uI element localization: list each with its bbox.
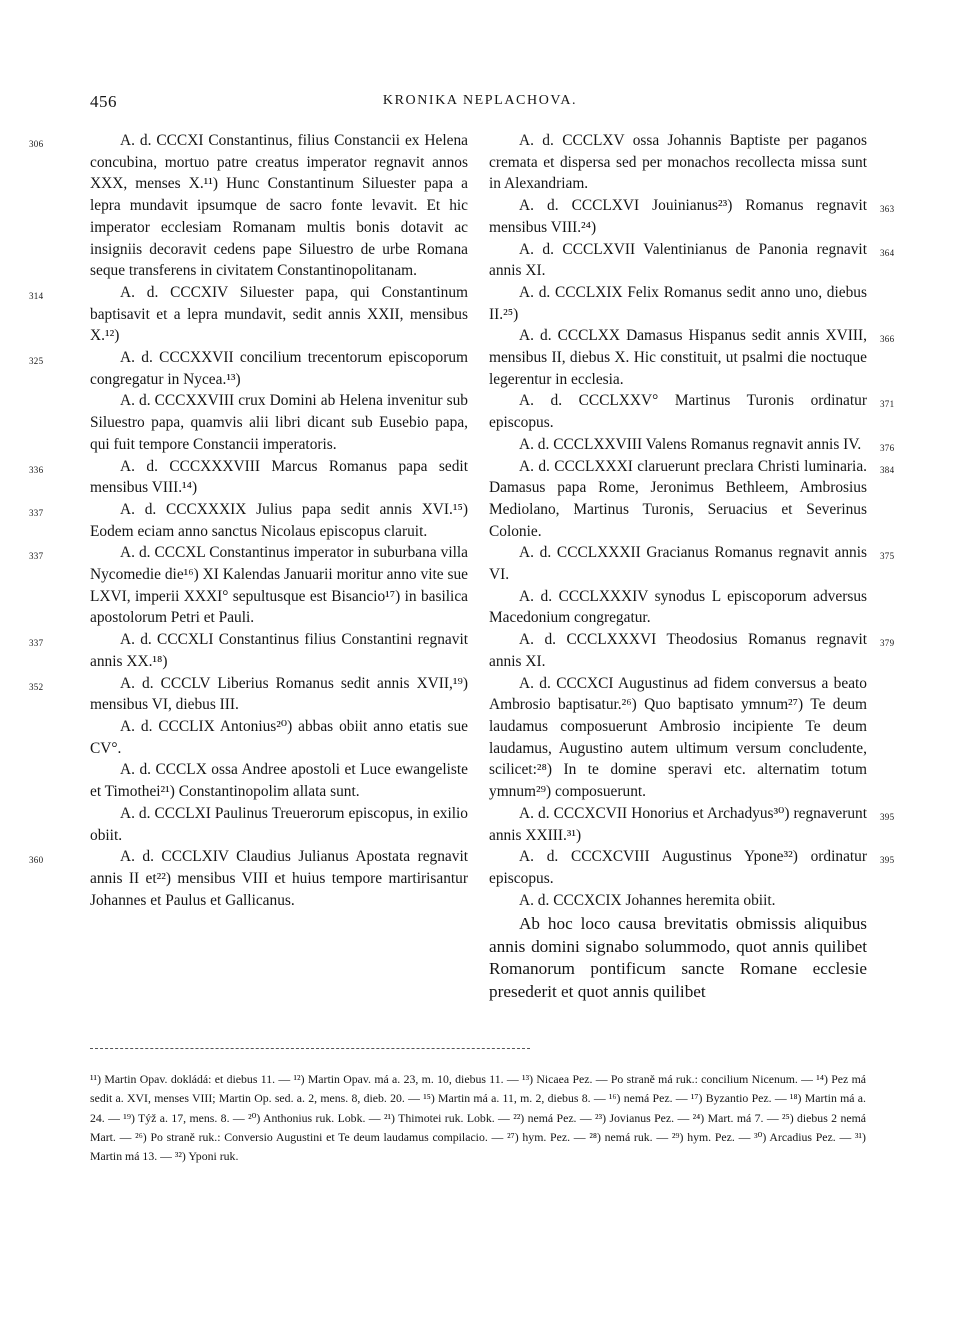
entry-text: A. d. CCCLXI Paulinus Treuerorum episcopus, in exilio obiit. (90, 804, 468, 844)
margin-year: 395 (880, 855, 895, 866)
chronicle-entry (489, 390, 895, 433)
entry-text: A. d. CCCXXXVIII Marcus Romanus papa sedit mensibus VIII.¹⁴) (90, 457, 468, 497)
chronicle-entry (489, 130, 867, 195)
entry-text: A. d. CCCLXXVIII Valens Romanus regnavit annis IV. (519, 435, 862, 453)
entry-text: A. d. CCCLXX Damasus Hispanus sedit annis XVIII, mensibus II, diebus X. Hic constituit, ut psalmi die noctuque legerentur in ecclesia. (489, 327, 867, 388)
entry-text: A. d. CCCXIV Siluester papa, qui Constantinum baptisavit et a lepra mundavit, sedit annis XXII, mensibus X.¹²) (90, 283, 468, 345)
margin-year: 371 (880, 399, 895, 410)
footnote-separator (90, 1048, 530, 1049)
margin-year: 363 (880, 204, 895, 215)
chronicle-entry (29, 499, 468, 542)
chronicle-entry (29, 673, 468, 716)
entry-text: A. d. CCCLX ossa Andree apostoli et Luce ewangeliste et Timothei²¹) Constantinopolim allata sunt. (90, 761, 468, 801)
entry-text: A. d. CCCXLI Constantinus filius Constantini regnavit annis XX.¹⁸) (90, 631, 468, 670)
chronicle-entry (489, 890, 867, 912)
chronicle-entry (489, 629, 895, 672)
margin-year: 360 (29, 855, 44, 866)
entry-text: A. d. CCCXXXIX Julius papa sedit annis XVI.¹⁵) Eodem eciam anno sanctus Nicolaus episcopus claruit. (90, 500, 468, 540)
margin-year: 337 (29, 507, 44, 518)
margin-year: 336 (29, 464, 44, 475)
closing-paragraph: Ab hoc loco causa brevitatis obmissis aliquibus annis domini signabo solummodo, quot annis quilibet Romanorum pontificum sancte Romane ecclesie presederit et quot annis quilibet (489, 914, 867, 1001)
entry-text: A. d. CCCXCIX Johannes heremita obiit. (519, 891, 776, 909)
margin-year: 376 (880, 442, 895, 453)
chronicle-entry (489, 282, 867, 325)
running-title: KRONIKA NEPLACHOVA. (382, 93, 578, 108)
entry-text: A. d. CCCLV Liberius Romanus sedit annis XVII,¹⁹) mensibus VI, diebus III. (90, 674, 468, 714)
chronicle-entry (90, 716, 468, 759)
entry-text: A. d. CCCXCVIII Augustinus Ypone³²) ordinatur episcopus. (489, 848, 867, 887)
entry-text: A. d. CCCLXIV Claudius Julianus Apostata regnavit annis II et²²) mensibus VIII et huius tempore martirisantur Johannes et Paulus et Gallicanus. (90, 848, 468, 909)
margin-year: 337 (29, 638, 44, 649)
page-number: 456 (90, 92, 117, 111)
chronicle-entry (29, 347, 468, 390)
left-column (29, 130, 468, 911)
entry-text: A. d. CCCLXV ossa Johannis Baptiste per paganos cremata et dispersa sed per monachos recollecta missa sunt in Alexandriam. (489, 132, 867, 193)
chronicle-entry (29, 456, 468, 499)
chronicle-entry (489, 434, 895, 456)
entry-text: A. d. CCCXCI Augustinus ad fidem conversus a beato Ambrosio baptisatur.²⁶) Quo baptisato ymnum²⁷) Te deum laudamus composuerunt Ambrosio incipiente Te deum laudamus, Augustino autem ultimum versum concludente, scilicet:²⁸) In te domine speravi etc. alternatim totum ymnum²⁹) composuerunt. (489, 674, 867, 801)
entry-text: A. d. CCCXI Constantinus, filius Constancii ex Helena concubina, mortuo patre creatus imperator regnavit annos XXX, menses X.¹¹) Hunc Constantinum Siluester papa a lepra mundavit ipsumque de sacro fonte levavit. Et hic imperator ecclesiam Romanam multis bonis dotavit ac insigniis decoravit cedens pape Siluestro de urbe Romana seque transferens in civitatem Constantinopolitanam. (90, 132, 468, 280)
entry-text: A. d. CCCLXXXII Gracianus Romanus regnavit annis VI. (489, 544, 867, 584)
entry-text: A. d. CCCXL Constantinus imperator in suburbana villa Nycomedie die¹⁶) XI Kalendas Januarii moritur anno vite sue LXVI, imperii XXXI° sepultusque est Bisancio¹⁷) in basilica apostolorum Petri et Pauli. (90, 544, 468, 627)
entry-text: A. d. CCCLXXXIV synodus L episcoporum adversus Macedonium congregatur. (489, 587, 867, 627)
chronicle-entry (489, 846, 895, 889)
margin-year: 384 (880, 464, 895, 475)
chronicle-entry (489, 325, 895, 390)
margin-year: 325 (29, 356, 44, 367)
chronicle-entry (29, 130, 468, 282)
entry-text: A. d. CCCXXVIII crux Domini ab Helena invenitur sub Siluestro papa, quamvis alii libri dicant sub Eusebio papa, qui fuit tempore Constancii imperatoris. (90, 392, 468, 453)
chronicle-entry (29, 542, 468, 629)
margin-year: 379 (880, 638, 895, 649)
chronicle-entry (489, 803, 895, 846)
margin-year: 364 (880, 247, 895, 258)
chronicle-entry (489, 542, 895, 585)
margin-year: 314 (29, 290, 44, 301)
margin-year: 306 (29, 139, 44, 149)
entry-text: A. d. CCCLXXXVI Theodosius Romanus regnavit annis XI. (489, 631, 867, 670)
entry-text: A. d. CCCXXVII concilium trecentorum episcoporum congregatur in Nycea.¹³) (90, 349, 468, 388)
margin-year: 337 (29, 551, 44, 562)
entry-text: A. d. CCCLXXXI claruerunt preclara Christi luminaria. Damasus papa Rome, Jeronimus Bethleem, Ambrosius Mediolano, Martinus Turonis, Seruacius et Severinus Colonie. (489, 457, 867, 540)
margin-year: 395 (880, 811, 895, 822)
entry-text: A. d. CCCLXVII Valentinianus de Panonia regnavit annis XI. (489, 240, 867, 280)
chronicle-entry (489, 239, 895, 282)
chronicle-entry (489, 195, 895, 238)
entry-text: A. d. CCCLIX Antonius²⁰) abbas obiit anno etatis sue CV°. (90, 717, 468, 757)
chronicle-entry (90, 390, 468, 455)
right-column (489, 130, 895, 1003)
footnotes: ¹¹) Martin Opav. dokládá: et diebus 11. — ¹²) Martin Opav. má a. 23, m. 10, diebus 11. — ¹³) Nicaea Pez. — Po straně má ruk.: concilium Nicenum. — ¹⁴) Pez má sedit a. XVI, menses VIII; Martin Op. sed. a. 2, mens. 8, dieb. 20. — ¹⁵) Martin má a. 11, m. 2, diebus 8. — ¹⁶) nemá Pez. — ¹⁷) Byzantio Pez. — ¹⁸) Martin má a. 24. — ¹⁹) Týž a. 17, mens. 8. — ²⁰) Anthonius ruk. Lobk. — ²¹) Thimotei ruk. Lobk. — ²²) nemá Pez. — ²³) Jovianus Pez. — ²⁴) Mart. má 7. — ²⁵) diebus 2 nemá Mart. — ²⁶) Po straně ruk.: Conversio Augustini et Te deum laudamus compilacio. — ²⁷) hym. Pez. — ²⁸) nemá ruk. — ²⁹) hym. Pez. — ³⁰) Arcadius Pez. — ³¹) Martin má 13. — ³²) Yponi ruk. (90, 1072, 866, 1164)
margin-year: 375 (880, 551, 895, 562)
margin-year: 366 (880, 334, 895, 345)
page-header (90, 92, 870, 116)
chronicle-entry (489, 456, 895, 543)
entry-text: A. d. CCCLXXV° Martinus Turonis ordinatur episcopus. (489, 392, 867, 432)
chronicle-entry (29, 629, 468, 672)
chronicle-entry (489, 673, 867, 803)
entry-text: A. d. CCCLXIX Felix Romanus sedit anno uno, diebus II.²⁵) (489, 283, 867, 323)
chronicle-entry (29, 846, 468, 911)
entry-text: A. d. CCCLXVI Jouinianus²³) Romanus regnavit mensibus VIII.²⁴) (489, 197, 867, 236)
chronicle-entry (90, 803, 468, 846)
chronicle-entry (90, 759, 468, 802)
entry-text: A. d. CCCXCVII Honorius et Archadyus³⁰) regnaverunt annis XXIII.³¹) (489, 804, 867, 844)
margin-year: 352 (29, 681, 44, 692)
chronicle-entry (489, 586, 867, 629)
chronicle-entry (29, 282, 468, 347)
